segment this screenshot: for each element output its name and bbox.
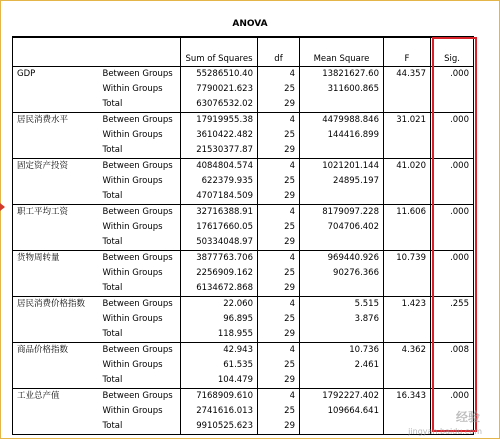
table-row — [13, 113, 474, 129]
cell-source: Total — [99, 327, 181, 343]
cell-mean-square — [300, 143, 384, 159]
cell-source: Between Groups — [99, 67, 181, 83]
cell-mean-square — [300, 281, 384, 297]
cell-df: 4 — [258, 343, 300, 359]
cell-mean-square: 1792227.402 — [300, 389, 384, 405]
cell-sum-of-squares: 55286510.40 — [181, 67, 258, 83]
table-row — [13, 97, 474, 113]
cell-df: 4 — [258, 67, 300, 83]
cell-variable: 工业总产值 — [13, 389, 99, 405]
table-row — [13, 143, 474, 159]
table-row — [13, 251, 474, 267]
cell-mean-square: 13821627.60 — [300, 67, 384, 83]
cell-sum-of-squares: 3877763.706 — [181, 251, 258, 267]
cell-f: 11.606 — [384, 205, 431, 221]
cell-source: Within Groups — [99, 312, 181, 327]
cell-f — [384, 82, 431, 97]
cell-f — [384, 143, 431, 159]
cell-df: 4 — [258, 159, 300, 175]
header-source — [99, 37, 181, 67]
cell-sum-of-squares: 96.895 — [181, 312, 258, 327]
cell-variable: 职工平均工资 — [13, 205, 99, 221]
cell-mean-square: 311600.865 — [300, 82, 384, 97]
cell-sum-of-squares: 42.943 — [181, 343, 258, 359]
cell-df: 29 — [258, 373, 300, 389]
header-f: F — [384, 37, 431, 67]
cell-df: 4 — [258, 251, 300, 267]
cell-source: Total — [99, 373, 181, 389]
cell-sum-of-squares: 4707184.509 — [181, 189, 258, 205]
table-row — [13, 312, 474, 327]
cell-source: Between Groups — [99, 113, 181, 129]
cell-df: 25 — [258, 174, 300, 189]
cell-f: 44.357 — [384, 67, 431, 83]
table-row — [13, 281, 474, 297]
cell-df: 29 — [258, 281, 300, 297]
cell-df: 25 — [258, 358, 300, 373]
cell-f — [384, 266, 431, 281]
table-row — [13, 343, 474, 359]
cell-df: 29 — [258, 419, 300, 435]
table-row — [13, 404, 474, 419]
cell-source: Between Groups — [99, 297, 181, 313]
cell-sig: .000 — [431, 205, 474, 221]
cell-sum-of-squares: 118.955 — [181, 327, 258, 343]
cell-f: 4.362 — [384, 343, 431, 359]
cell-variable — [13, 128, 99, 143]
cell-df: 25 — [258, 266, 300, 281]
cell-df: 25 — [258, 312, 300, 327]
header-row — [13, 37, 474, 67]
cell-sig: .000 — [431, 159, 474, 175]
table-row — [13, 205, 474, 221]
cell-sum-of-squares: 7168909.610 — [181, 389, 258, 405]
cell-sig: .000 — [431, 251, 474, 267]
cell-variable — [13, 220, 99, 235]
cell-f: 16.343 — [384, 389, 431, 405]
table-row — [13, 327, 474, 343]
cell-variable: 居民消费水平 — [13, 113, 99, 129]
cell-mean-square — [300, 189, 384, 205]
watermark-url: jingyan.baidu.com — [408, 427, 482, 436]
table-row — [13, 67, 474, 83]
cell-source: Within Groups — [99, 128, 181, 143]
cell-sum-of-squares: 22.060 — [181, 297, 258, 313]
table-title: ANOVA — [232, 19, 268, 29]
cell-f — [384, 327, 431, 343]
cell-source: Total — [99, 235, 181, 251]
cell-mean-square — [300, 235, 384, 251]
cell-sum-of-squares: 6134672.868 — [181, 281, 258, 297]
table-row — [13, 373, 474, 389]
cell-source: Within Groups — [99, 82, 181, 97]
cell-variable: 固定资产投资 — [13, 159, 99, 175]
anova-table — [12, 36, 474, 435]
cell-df: 29 — [258, 189, 300, 205]
cell-source: Within Groups — [99, 220, 181, 235]
left-marker-arrow-icon — [0, 203, 5, 211]
cell-df: 29 — [258, 143, 300, 159]
cell-sig: .008 — [431, 343, 474, 359]
table-row — [13, 389, 474, 405]
cell-mean-square: 8179097.228 — [300, 205, 384, 221]
cell-df: 4 — [258, 297, 300, 313]
cell-f — [384, 312, 431, 327]
cell-source: Total — [99, 281, 181, 297]
cell-sum-of-squares: 61.535 — [181, 358, 258, 373]
cell-variable — [13, 143, 99, 159]
cell-df: 25 — [258, 128, 300, 143]
header-df: df — [258, 37, 300, 67]
cell-sum-of-squares: 17617660.05 — [181, 220, 258, 235]
cell-mean-square: 2.461 — [300, 358, 384, 373]
table-row — [13, 189, 474, 205]
cell-variable — [13, 358, 99, 373]
cell-source: Within Groups — [99, 174, 181, 189]
cell-sum-of-squares: 2741616.013 — [181, 404, 258, 419]
cell-f — [384, 97, 431, 113]
cell-f: 41.020 — [384, 159, 431, 175]
cell-mean-square — [300, 97, 384, 113]
cell-variable — [13, 97, 99, 113]
table-row — [13, 358, 474, 373]
cell-variable: 货物周转量 — [13, 251, 99, 267]
cell-mean-square: 969440.926 — [300, 251, 384, 267]
cell-sum-of-squares: 2256909.162 — [181, 266, 258, 281]
table-row — [13, 297, 474, 313]
cell-f — [384, 235, 431, 251]
cell-sum-of-squares: 32716388.91 — [181, 205, 258, 221]
cell-f — [384, 220, 431, 235]
cell-mean-square: 1021201.144 — [300, 159, 384, 175]
cell-sig: .000 — [431, 67, 474, 83]
cell-sig: .255 — [431, 297, 474, 313]
cell-variable — [13, 404, 99, 419]
cell-mean-square: 704706.402 — [300, 220, 384, 235]
cell-mean-square — [300, 327, 384, 343]
cell-variable — [13, 266, 99, 281]
cell-df: 25 — [258, 82, 300, 97]
cell-df: 29 — [258, 327, 300, 343]
cell-mean-square: 24895.197 — [300, 174, 384, 189]
cell-mean-square: 5.515 — [300, 297, 384, 313]
cell-sig: .000 — [431, 389, 474, 405]
cell-source: Within Groups — [99, 358, 181, 373]
cell-sum-of-squares: 7790021.623 — [181, 82, 258, 97]
cell-sum-of-squares: 17919955.38 — [181, 113, 258, 129]
cell-f — [384, 174, 431, 189]
cell-sum-of-squares: 3610422.482 — [181, 128, 258, 143]
cell-sum-of-squares: 9910525.623 — [181, 419, 258, 435]
table-row — [13, 235, 474, 251]
cell-df: 4 — [258, 113, 300, 129]
cell-variable — [13, 189, 99, 205]
table-row — [13, 174, 474, 189]
cell-f: 1.423 — [384, 297, 431, 313]
cell-source: Between Groups — [99, 343, 181, 359]
cell-mean-square: 3.876 — [300, 312, 384, 327]
table-row — [13, 128, 474, 143]
watermark-logo: 经验 — [455, 410, 480, 424]
cell-source: Between Groups — [99, 251, 181, 267]
cell-df: 29 — [258, 235, 300, 251]
cell-sum-of-squares: 50334048.97 — [181, 235, 258, 251]
cell-mean-square — [300, 373, 384, 389]
cell-sum-of-squares: 21530377.87 — [181, 143, 258, 159]
cell-f — [384, 358, 431, 373]
cell-mean-square: 4479988.846 — [300, 113, 384, 129]
table-row — [13, 159, 474, 175]
table-row — [13, 419, 474, 435]
cell-f — [384, 189, 431, 205]
cell-mean-square: 109664.641 — [300, 404, 384, 419]
cell-variable — [13, 373, 99, 389]
header-sum-of-squares: Sum of Squares — [181, 37, 258, 67]
cell-df: 4 — [258, 205, 300, 221]
cell-f: 31.021 — [384, 113, 431, 129]
cell-mean-square: 10.736 — [300, 343, 384, 359]
cell-df: 25 — [258, 220, 300, 235]
cell-variable — [13, 312, 99, 327]
cell-f — [384, 404, 431, 419]
cell-variable — [13, 327, 99, 343]
cell-source: Between Groups — [99, 389, 181, 405]
cell-source: Between Groups — [99, 205, 181, 221]
cell-variable: GDP — [13, 67, 99, 83]
cell-df: 25 — [258, 404, 300, 419]
cell-sig: .000 — [431, 113, 474, 129]
table-row — [13, 266, 474, 281]
cell-source: Between Groups — [99, 159, 181, 175]
cell-mean-square: 144416.899 — [300, 128, 384, 143]
cell-mean-square: 90276.366 — [300, 266, 384, 281]
cell-variable — [13, 419, 99, 435]
cell-mean-square — [300, 419, 384, 435]
cell-variable — [13, 235, 99, 251]
cell-f: 10.739 — [384, 251, 431, 267]
header-variable — [13, 37, 99, 67]
cell-f — [384, 373, 431, 389]
cell-df: 29 — [258, 97, 300, 113]
cell-variable — [13, 82, 99, 97]
cell-variable — [13, 174, 99, 189]
sig-column-highlight-box — [432, 37, 477, 432]
cell-f — [384, 128, 431, 143]
cell-source: Total — [99, 143, 181, 159]
header-sig: Sig. — [431, 37, 474, 67]
table-row — [13, 82, 474, 97]
cell-sum-of-squares: 104.479 — [181, 373, 258, 389]
cell-source: Within Groups — [99, 266, 181, 281]
cell-sum-of-squares: 63076532.02 — [181, 97, 258, 113]
cell-variable: 居民消费价格指数 — [13, 297, 99, 313]
cell-sum-of-squares: 622379.935 — [181, 174, 258, 189]
cell-source: Total — [99, 97, 181, 113]
table-row — [13, 220, 474, 235]
cell-source: Total — [99, 189, 181, 205]
cell-variable — [13, 281, 99, 297]
cell-source: Within Groups — [99, 404, 181, 419]
cell-sum-of-squares: 4084804.574 — [181, 159, 258, 175]
cell-f — [384, 281, 431, 297]
cell-variable: 商品价格指数 — [13, 343, 99, 359]
cell-source: Total — [99, 419, 181, 435]
cell-df: 4 — [258, 389, 300, 405]
header-mean-square: Mean Square — [300, 37, 384, 67]
